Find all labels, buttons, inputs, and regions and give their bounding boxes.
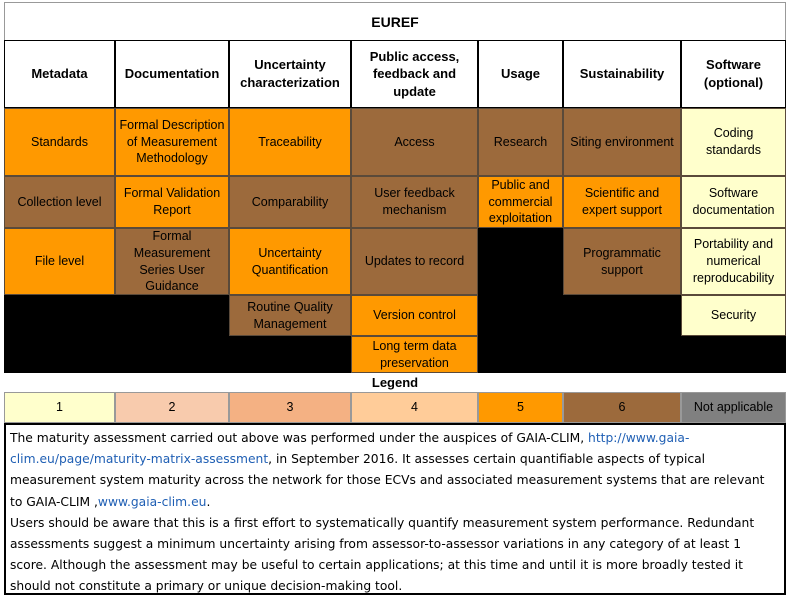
- legend-item-1: 1: [4, 392, 115, 423]
- matrix-cell-formal-validation-report: Formal Validation Report: [115, 176, 229, 228]
- matrix-cell-not-applicable: [4, 295, 115, 336]
- column-header-software-optional: Software (optional): [681, 40, 786, 108]
- matrix-cell-not-applicable: [115, 295, 229, 336]
- matrix-cell-not-applicable: [563, 295, 681, 336]
- matrix-cell-security: Security: [681, 295, 786, 336]
- matrix-cell-uncertainty-quantification: Uncertainty Quantification: [229, 228, 351, 295]
- matrix-cell-file-level: File level: [4, 228, 115, 295]
- column-header-sustainability: Sustainability: [563, 40, 681, 108]
- note-paragraph-1: The maturity assessment carried out above was performed under the auspices of GAIA-CLIM, http://www.gaia-clim.eu/page/maturity-matrix-assessment, in September 2016. It assesses certain quantifiable aspects of typical measurement system maturity across the network for those ECVs and associated measurement systems that are relevant to GAIA-CLIM ,www.gaia-clim.eu.: [10, 431, 765, 509]
- matrix-cell-formal-description-of-measurement-methodology: Formal Description of Measurement Methodology: [115, 108, 229, 176]
- matrix-cell-software-documentation: Software documentation: [681, 176, 786, 228]
- column-header-public-access-feedback-and-update: Public access, feedback and update: [351, 40, 478, 108]
- legend-item-not-applicable: Not applicable: [681, 392, 786, 423]
- maturity-assessment-link[interactable]: http://www.gaia-clim.eu/page/maturity-matrix-assessment: [10, 431, 690, 467]
- matrix-cell-not-applicable: [4, 336, 115, 373]
- matrix-cell-comparability: Comparability: [229, 176, 351, 228]
- matrix-cell-coding-standards: Coding standards: [681, 108, 786, 176]
- matrix-cell-collection-level: Collection level: [4, 176, 115, 228]
- matrix-cell-access: Access: [351, 108, 478, 176]
- matrix-cell-not-applicable: [478, 336, 563, 373]
- matrix-cell-standards: Standards: [4, 108, 115, 176]
- legend-item-3: 3: [229, 392, 351, 423]
- matrix-cell-version-control: Version control: [351, 295, 478, 336]
- legend-item-5: 5: [478, 392, 563, 423]
- legend-title: Legend: [371, 375, 419, 390]
- note-paragraph-2: Users should be aware that this is a first effort to systematically quantify measurement system performance. Redundant assessments suggest a minimum uncertainty arising from assessor-to-assessor variations in any category of at least 1 score. Although the assessment may be useful to certain applications; at this time and until it is more broadly tested it should not constitute a primary or unique decision-making tool.: [10, 515, 755, 594]
- matrix-cell-not-applicable: [478, 295, 563, 336]
- matrix-cell-not-applicable: [478, 228, 563, 295]
- matrix-cell-formal-measurement-series-user-guidance: Formal Measurement Series User Guidance: [115, 228, 229, 295]
- matrix-cell-user-feedback-mechanism: User feedback mechanism: [351, 176, 478, 228]
- matrix-cell-traceability: Traceability: [229, 108, 351, 176]
- matrix-cell-updates-to-record: Updates to record: [351, 228, 478, 295]
- column-header-uncertainty-characterization: Uncertainty characterization: [229, 40, 351, 108]
- matrix-cell-not-applicable: [229, 336, 351, 373]
- matrix-cell-siting-environment: Siting environment: [563, 108, 681, 176]
- matrix-cell-routine-quality-management: Routine Quality Management: [229, 295, 351, 336]
- legend-item-2: 2: [115, 392, 229, 423]
- table-title: EUREF: [4, 2, 786, 40]
- matrix-cell-not-applicable: [115, 336, 229, 373]
- legend-item-4: 4: [351, 392, 478, 423]
- column-header-documentation: Documentation: [115, 40, 229, 108]
- matrix-cell-programmatic-support: Programmatic support: [563, 228, 681, 295]
- column-header-usage: Usage: [478, 40, 563, 108]
- column-header-metadata: Metadata: [4, 40, 115, 108]
- legend-item-6: 6: [563, 392, 681, 423]
- matrix-cell-scientific-and-expert-support: Scientific and expert support: [563, 176, 681, 228]
- matrix-cell-research: Research: [478, 108, 563, 176]
- gaia-clim-link[interactable]: www.gaia-clim.eu: [97, 494, 207, 509]
- matrix-cell-public-and-commercial-exploitation: Public and commercial exploitation: [478, 176, 563, 228]
- matrix-cell-portability-and-numerical-reproducability: Portability and numerical reproducability: [681, 228, 786, 295]
- matrix-cell-not-applicable: [563, 336, 681, 373]
- matrix-cell-long-term-data-preservation: Long term data preservation: [351, 336, 478, 373]
- disclaimer-note: [4, 423, 786, 595]
- matrix-cell-not-applicable: [681, 336, 786, 373]
